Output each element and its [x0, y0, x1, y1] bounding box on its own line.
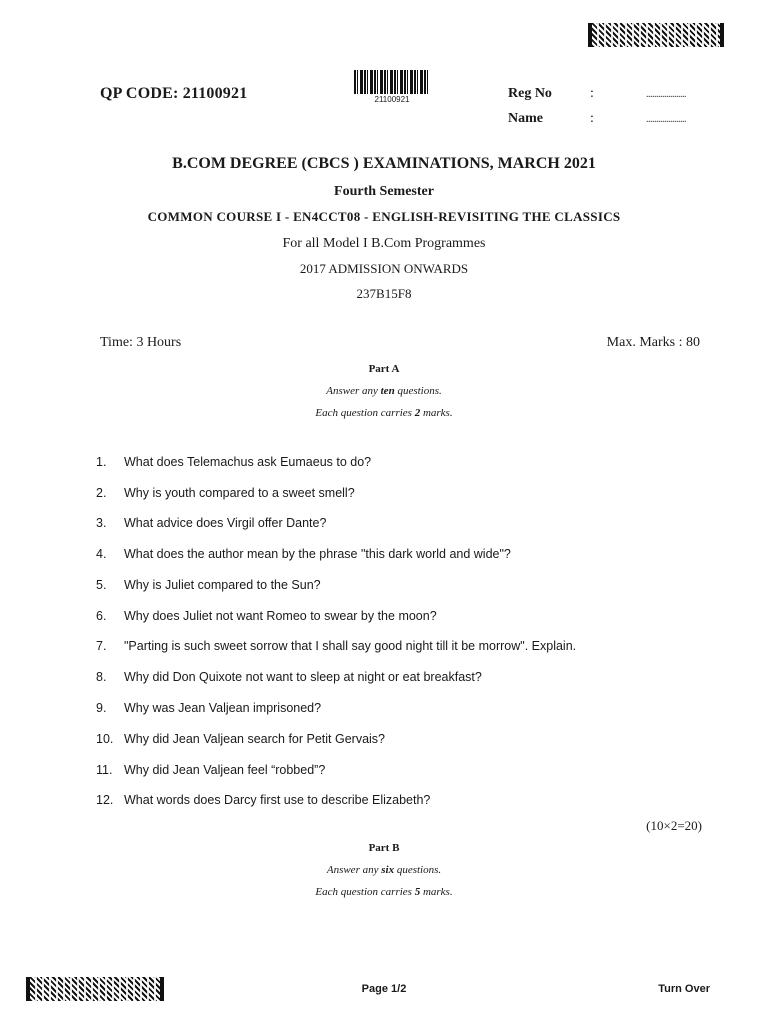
admission: 2017 ADMISSION ONWARDS — [299, 261, 469, 276]
part-b-instruction-1: Answer any six questions. — [326, 864, 442, 876]
reg-no-label: Reg No — [508, 86, 552, 101]
qp-barcode — [354, 70, 430, 94]
part-a-instruction-1: Answer any ten questions. — [326, 385, 442, 397]
part-a-title: Part A — [368, 363, 400, 375]
paper-code: 237B15F8 — [356, 286, 412, 301]
question-11: 11. Why did Jean Valjean feel “robbed”? — [96, 763, 326, 777]
name-field: .................... — [646, 114, 686, 125]
question-1: 1. What does Telemachus ask Eumaeus to do? — [96, 455, 372, 469]
part-b-title: Part B — [368, 842, 400, 854]
part-a-marks-tally: (10×2=20) — [646, 818, 702, 833]
turn-over: Turn Over — [658, 983, 710, 995]
name-label: Name — [508, 111, 543, 126]
semester: Fourth Semester — [334, 184, 434, 199]
question-12: 12. What words does Darcy first use to describe Elizabeth? — [96, 793, 431, 807]
top-barcode — [588, 23, 724, 47]
qp-code: QP CODE: 21100921 — [100, 85, 248, 102]
part-a-instruction-2: Each question carries 2 marks. — [315, 407, 453, 419]
time-allowed: Time: 3 Hours — [100, 335, 182, 350]
question-8: 8. Why did Don Quixote not want to sleep at night or eat breakfast? — [96, 670, 482, 684]
page-number: Page 1/2 — [361, 983, 407, 995]
question-5: 5. Why is Juliet compared to the Sun? — [96, 578, 321, 592]
question-4: 4. What does the author mean by the phrase "this dark world and wide"? — [96, 547, 511, 561]
question-3: 3. What advice does Virgil offer Dante? — [96, 516, 327, 530]
question-10: 10. Why did Jean Valjean search for Petit Gervais? — [96, 732, 386, 746]
question-6: 6. Why does Juliet not want Romeo to swear by the moon? — [96, 609, 437, 623]
question-9: 9. Why was Jean Valjean imprisoned? — [96, 701, 322, 715]
question-7: 7. "Parting is such sweet sorrow that I shall say good night till it be morrow". Explain. — [96, 639, 577, 653]
course-title: COMMON COURSE I - EN4CCT08 - ENGLISH-REVISITING THE CLASSICS — [147, 209, 621, 224]
programme: For all Model I B.Com Programmes — [282, 236, 486, 251]
exam-title: B.COM DEGREE (CBCS ) EXAMINATIONS, MARCH 2021 — [172, 155, 596, 172]
max-marks: Max. Marks : 80 — [606, 335, 700, 350]
reg-no-colon: : — [590, 86, 594, 101]
question-2: 2. Why is youth compared to a sweet smell? — [96, 486, 355, 500]
barcode-number: 21100921 — [374, 95, 410, 104]
part-b-instruction-2: Each question carries 5 marks. — [315, 886, 453, 898]
name-colon: : — [590, 111, 594, 126]
reg-no-field: .................... — [646, 89, 686, 100]
